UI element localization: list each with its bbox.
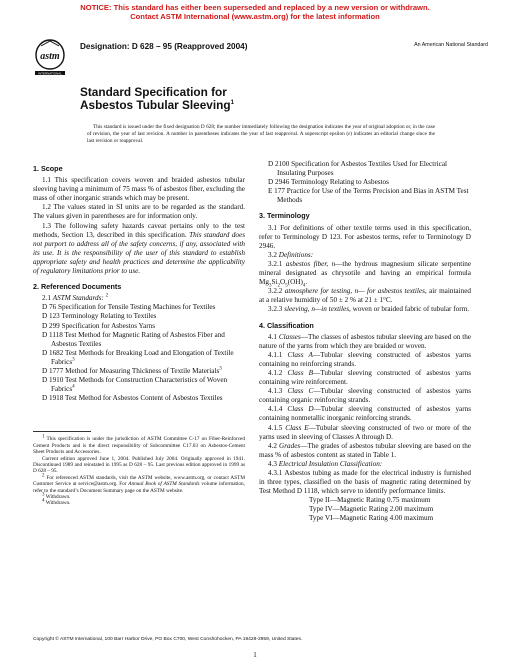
paragraph-title: Class A <box>287 350 313 359</box>
notice-line-2: Contact ASTM International (www.astm.org) for the latest information <box>130 12 380 21</box>
paragraph <box>259 287 471 305</box>
reference-text: D 1682 Test Methods for Breaking Load and Elongation of Textile Fabrics <box>42 348 234 366</box>
paragraph-number: 4.1.3 <box>268 387 288 396</box>
footnote-mark: 1 <box>42 434 45 440</box>
paragraph <box>259 369 471 387</box>
title-line-1: Standard Specification for <box>80 85 227 99</box>
page-title <box>80 86 234 112</box>
formula-subscript: 3 <box>269 283 272 289</box>
paragraph-number: 3.2.1 <box>268 259 286 268</box>
formula-part: O <box>280 278 286 287</box>
footnote-mark: 1 <box>230 100 234 107</box>
footnote-text: Withdrawn. <box>45 494 71 500</box>
formula-part: Si <box>271 278 278 287</box>
paragraph-number: 3.2 <box>268 250 279 259</box>
subsection-label <box>33 294 245 303</box>
title-text: Asbestos Tubular Sleeving <box>80 98 231 112</box>
paragraph-title: Electrical Insulation Classification: <box>278 459 383 468</box>
subsection-title: ASTM Standards: <box>52 294 104 303</box>
paragraph-number: 4.1.4 <box>268 405 288 414</box>
paragraph-title: Class B <box>287 368 314 377</box>
svg-text:astm: astm <box>40 51 60 62</box>
reference-item: D 1118 Test Method for Magnetic Rating of Asbestos Fiber and Asbestos Textiles <box>42 330 225 348</box>
paragraph: 1.2 The values stated in SI units are to be regarded as the standard. The values given in parentheses are for information only. <box>33 203 245 221</box>
title-line-2 <box>80 99 234 112</box>
reference-text: D 1777 Method for Measuring Thickness of Textile Materials <box>42 366 220 375</box>
footnote-mark: 2 <box>105 293 109 299</box>
reference-item <box>42 367 245 376</box>
footnote-text: This specification is under the jurisdiction of ASTM Committee C-17 on Fiber-Reinforced Cement Products and is the direct responsibility of Subcommittee C17.03 on Asbestos-Cement Sheet Products and Accessories. <box>33 436 245 456</box>
paragraph-number: 4.1.1 <box>268 350 288 359</box>
paragraph-number: 3.2.3 <box>268 305 285 314</box>
reference-item: D 2946 Terminology Relating to Asbestos <box>268 178 389 187</box>
footnote-mark: 3 <box>219 366 222 372</box>
paragraph-text: —Tubular sleeving constructed of asbestos yarns containing no reinforcing strands. <box>259 350 471 368</box>
paragraph <box>259 260 471 287</box>
paragraph-number: 4.2 <box>268 441 280 450</box>
reference-item: D 1918 Test Method for Asbestos Content of Asbestos Textiles <box>42 394 223 403</box>
paragraph: 3.1 For definitions of other textile terms used in this specification, refer to Terminology D 123. For asbestos terms, refer to Terminology D 2946. <box>259 223 471 250</box>
footnote-italic: Annual Book of ASTM Standards <box>128 481 200 488</box>
reference-item: D 76 Specification for Tensile Testing Machines for Textiles <box>42 303 216 312</box>
reference-item <box>42 376 245 394</box>
reference-item <box>42 349 245 367</box>
paragraph <box>259 251 471 260</box>
paragraph-text: —Tubular sleeving constructed of asbestos yarns containing nonmetallic inorganic reinforcing strands. <box>259 405 472 423</box>
formula-subscript: 4 <box>302 283 306 289</box>
page-number: 1 <box>253 651 257 659</box>
formula-subscript: 5 <box>285 283 288 289</box>
reference-item: D 2100 Specification for Asbestos Textiles Used for Electrical Insulating Purposes <box>268 160 448 178</box>
footnote <box>33 436 245 455</box>
footnote <box>33 500 245 506</box>
footnote <box>33 475 245 494</box>
type-item: Type II—Magnetic Rating 0.75 maximum <box>309 496 431 505</box>
paragraph-number: 4.1.2 <box>268 368 288 377</box>
paragraph-number: 4.1 <box>268 332 279 341</box>
paragraph <box>259 351 471 369</box>
supersession-notice <box>0 3 510 21</box>
formula-part: . <box>305 278 308 287</box>
paragraph: 1.1 This specification covers woven and braided asbestos tubular sleeving having a minimum of 75 mass % of asbestos fiber, excluding the mass of other inorganic strands which may be present. <box>33 176 245 203</box>
astm-logo-icon <box>33 38 67 76</box>
subsection-number: 2.1 <box>42 294 53 303</box>
svg-text:INTERNATIONAL: INTERNATIONAL <box>38 71 62 76</box>
paragraph-text: —Tubular sleeving constructed of asbestos yarns containing organic reinforcing strands. <box>259 387 472 405</box>
copyright-footer: Copyright © ASTM International, 100 Barr Harbor Drive, PO Box C700, West Conshohocken, PA 19428-2959, United States. <box>33 637 303 642</box>
org-label: An American National Standard <box>414 42 488 48</box>
term: asbestos fiber, n <box>285 259 336 268</box>
paragraph-number: 4.3 <box>268 459 279 468</box>
right-column <box>259 160 471 524</box>
formula-part: (OH) <box>287 278 303 287</box>
designation: Designation: D 628 – 95 (Reapproved 2004) <box>80 42 248 51</box>
footnote: Current edition approved June 1, 2004. Published July 2004. Originally approved in 1941. Discontinued 1989 and reinstated in 1995 as D 628 – 95. Last previous edition approved in 1999 as D 628 – 95. <box>33 455 245 475</box>
footnote-mark: 2 <box>42 473 45 479</box>
left-column <box>33 159 245 507</box>
reference-item: D 123 Terminology Relating to Textiles <box>42 312 157 321</box>
footnote-mark: 3 <box>42 492 45 498</box>
type-item: Type VI—Magnetic Rating 4.00 maximum <box>309 514 434 523</box>
preamble: This standard is issued under the fixed designation D 628; the number immediately following the designation indicates the year of original adoption or, in the case of revision, the year of last revision. A number in parentheses indicates the year of last reapproval. A superscript epsilon (ε) indicates an editorial change since the last revision or reapproval. <box>87 124 435 144</box>
term: atmosphere for testing, n— for asbestos textiles <box>284 287 425 296</box>
paragraph-number: 3.2.2 <box>268 287 285 296</box>
section-heading: 4. Classification <box>259 320 314 330</box>
term: sleeving, n—in textiles <box>284 305 350 314</box>
paragraph <box>259 460 471 469</box>
section-heading: 1. Scope <box>33 164 63 173</box>
definition: , woven or braided fabric of tubular form. <box>349 305 469 314</box>
paragraph <box>259 305 471 314</box>
footnote-divider <box>33 431 91 432</box>
paragraph-text: —Tubular sleeving constructed of asbestos yarns containing wire reinforcement. <box>259 368 472 387</box>
paragraph <box>33 222 245 277</box>
paragraph <box>259 424 471 442</box>
notice-line-1: NOTICE: This standard has either been superseded and replaced by a new version or withdrawn. <box>80 3 430 12</box>
type-item: Type IV—Magnetic Rating 2.00 maximum <box>309 505 434 514</box>
paragraph: 4.3.1 Asbestos tubing as made for the electrical industry is furnished in three types, classified on the basis of magnetic rating determined by Test Method D 1118, which serve to identify performance limits. <box>259 469 471 496</box>
definition: , air maintained at a relative humidity of 50 ± 2 % at 21 ± 1°C. <box>259 287 471 305</box>
paragraph <box>259 333 471 351</box>
paragraph-title: Grades <box>279 441 301 450</box>
footnote-mark: 3 <box>72 357 75 363</box>
paragraph-text: —The grades of asbestos tubular sleeving are based on the mass % of asbestos content as stated in Table 1. <box>259 441 472 459</box>
paragraph-text: —Tubular sleeving constructed of two or more of the yarns used in sleeving of Classes A through D. <box>259 423 472 441</box>
footnote-mark: 4 <box>42 498 45 504</box>
footnote-mark: 4 <box>72 384 75 390</box>
footnote-text: For referenced ASTM standards, visit the ASTM website, www.astm.org, or contact ASTM Customer Service at service@astm.org. For <box>33 474 246 488</box>
paragraph-text: —The classes of asbestos tubular sleeving are based on the nature of the yarns from which they are braided or woven. <box>259 332 472 350</box>
reference-text: D 1910 Test Methods for Construction Characteristics of Woven Fabrics <box>42 376 228 394</box>
footnote-text: volume information, refer to the standard’s Document Summary page on the ASTM website. <box>33 481 245 494</box>
paragraph-title: Class E <box>285 423 309 432</box>
section-heading: 2. Referenced Documents <box>33 282 122 292</box>
paragraph-text: 1.3 The following safety hazards caveat pertains only to the test methods, Section 13, described in this specification. <box>33 221 245 239</box>
paragraph-title: Classes <box>278 332 301 341</box>
definition: —the hydrous magnesium silicate serpentine mineral designated as chrysotile and having an empirical formula Mg <box>259 259 472 287</box>
paragraph-number: 4.1.5 <box>268 423 286 432</box>
paragraph-title: Class C <box>287 387 314 396</box>
formula-subscript: 2 <box>277 283 280 289</box>
reference-item: E 177 Practice for Use of the Terms Precision and Bias in ASTM Test Methods <box>268 187 469 205</box>
paragraph-title: Definitions: <box>278 250 314 259</box>
paragraph-title: Class D <box>287 405 314 414</box>
reference-item: D 299 Specification for Asbestos Yarns <box>42 321 155 330</box>
section-heading: 3. Terminology <box>259 211 310 221</box>
caveat-text: This standard does not purport to address all of the safety concerns, if any, associated with its use. It is the responsibility of the user of this standard to establish appropriate safety and health practices and determine the applicability of regulatory limitations prior to use. <box>33 230 245 276</box>
footnote-text: Withdrawn. <box>45 500 71 507</box>
paragraph <box>259 405 471 423</box>
paragraph <box>259 387 471 405</box>
paragraph <box>259 442 471 460</box>
